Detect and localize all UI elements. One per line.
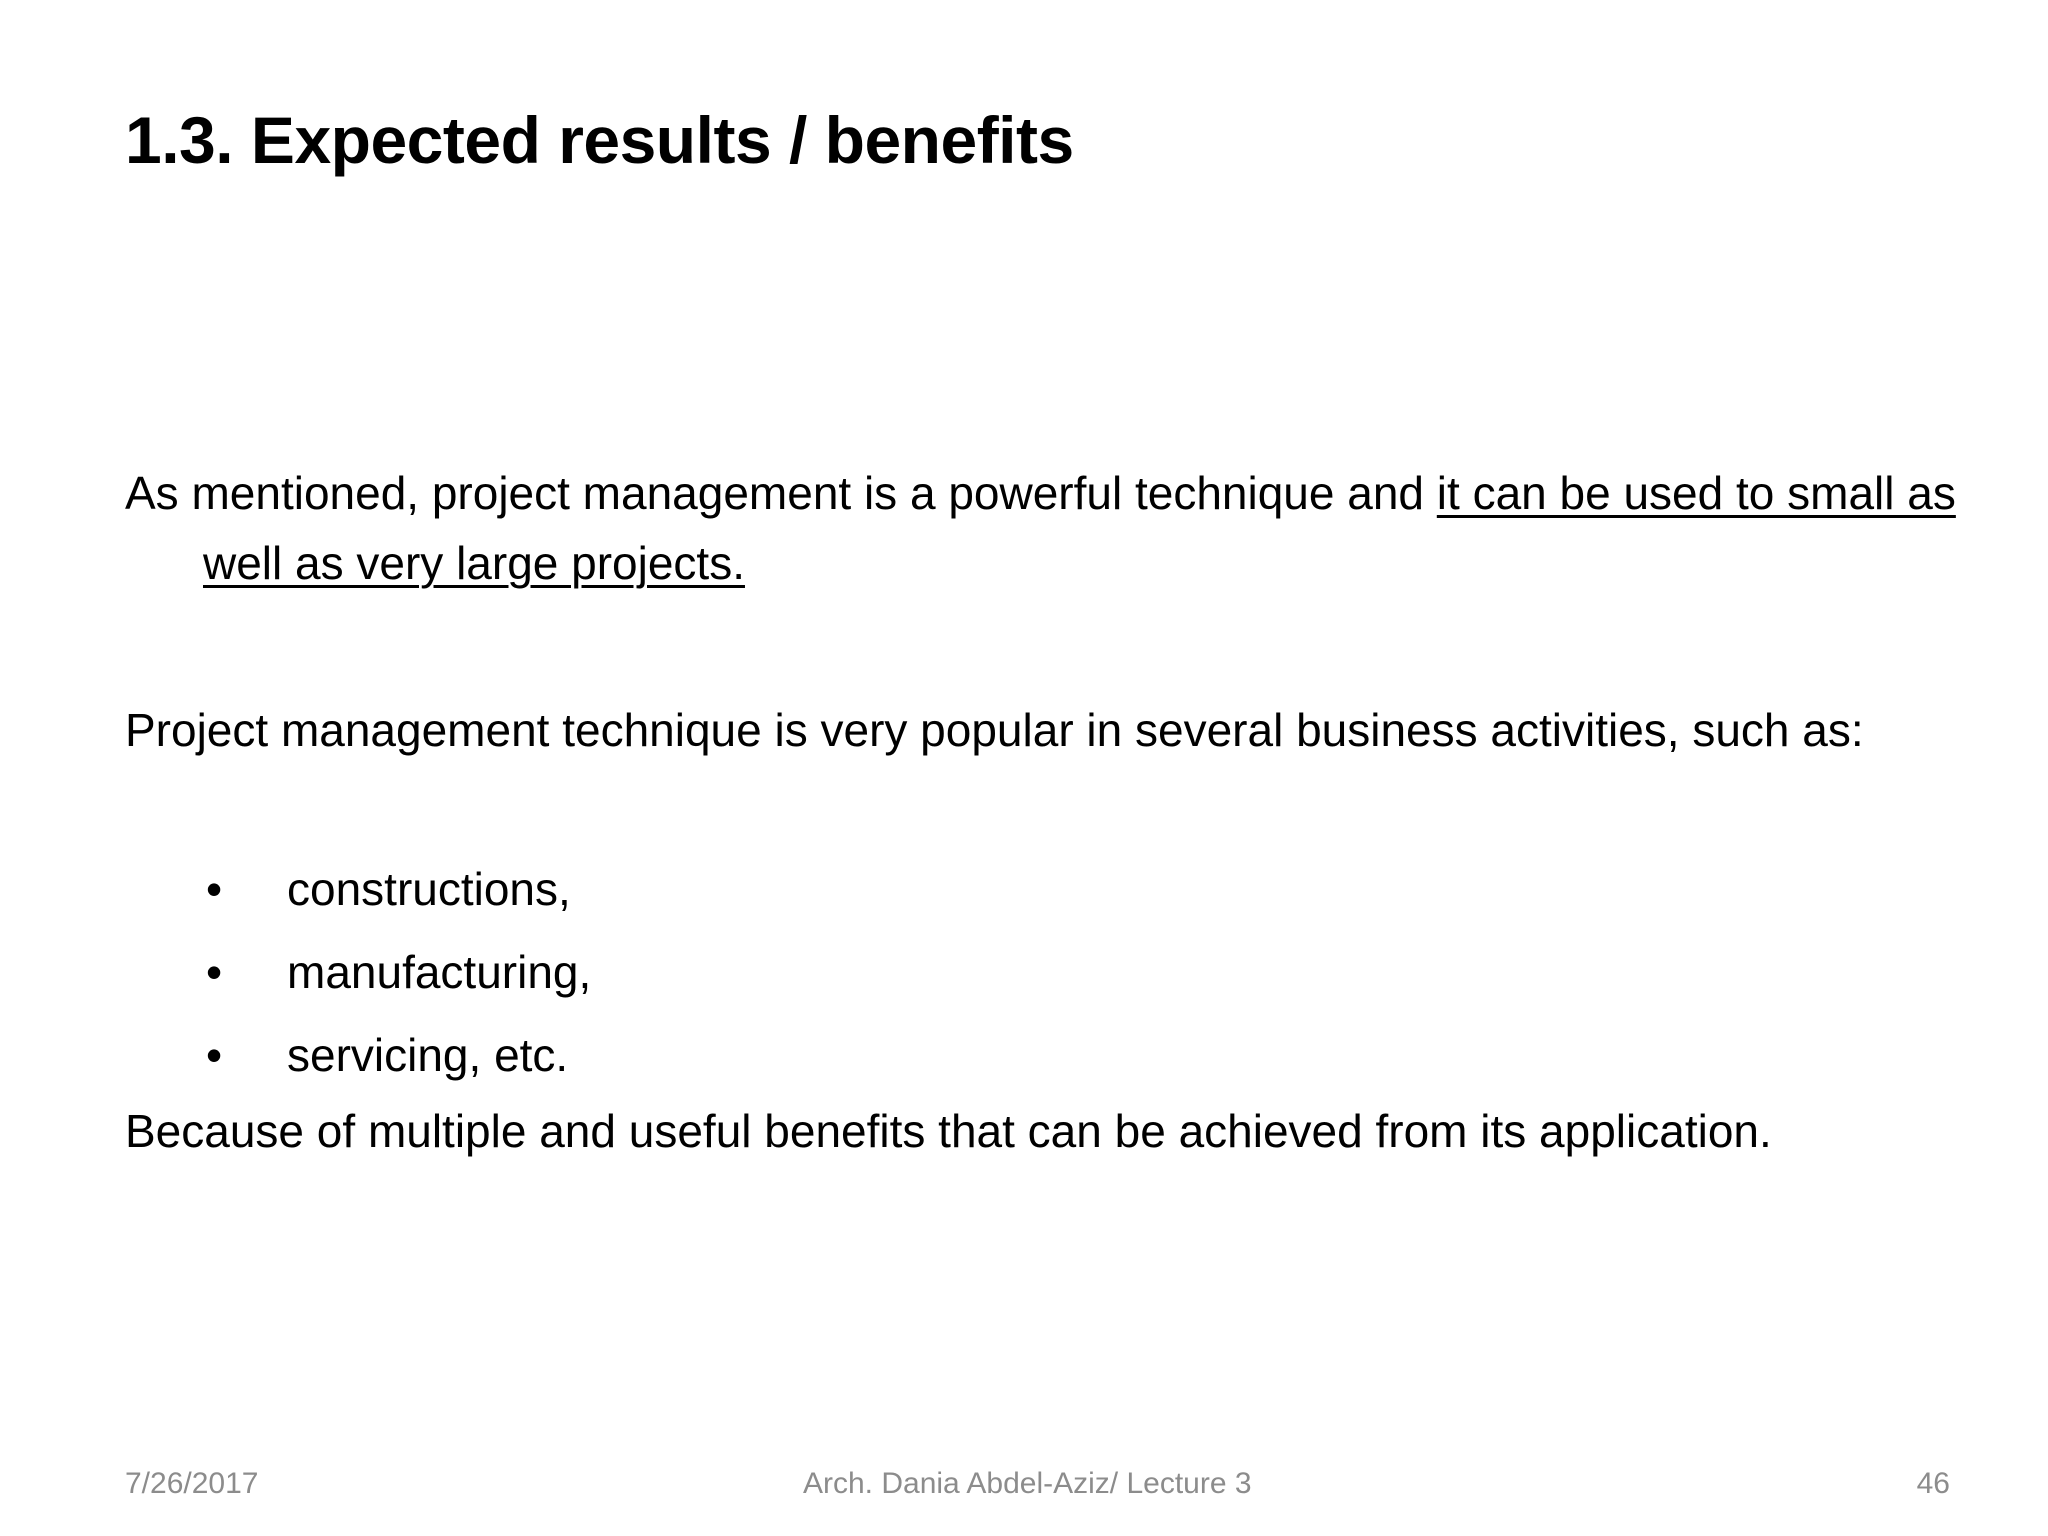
list-item: [200, 848, 591, 931]
slide-title: 1.3. Expected results / benefits: [125, 103, 1074, 177]
bullet-icon: •: [206, 1029, 223, 1081]
paragraph-project-management-scale: [125, 458, 2013, 598]
business-activities-list: [200, 848, 591, 1097]
list-item-text: servicing, etc.: [287, 1029, 569, 1081]
list-item-text: manufacturing,: [287, 946, 592, 998]
list-item: [200, 931, 591, 1014]
paragraph-1-underlined-text: it can be used to small as well as very large projects.: [203, 467, 1956, 589]
paragraph-benefits: Because of multiple and useful benefits that can be achieved from its application.: [125, 1105, 1772, 1157]
list-item-text: constructions,: [287, 863, 571, 915]
paragraph-popularity: Project management technique is very popular in several business activities, such as:: [125, 704, 1864, 756]
bullet-icon: •: [206, 946, 223, 998]
footer-date: 7/26/2017: [125, 1467, 259, 1500]
footer-author-lecture: Arch. Dania Abdel-Aziz/ Lecture 3: [803, 1467, 1252, 1500]
list-item: [200, 1014, 591, 1097]
bullet-icon: •: [206, 863, 223, 915]
footer-page-number: 46: [1916, 1467, 1950, 1500]
paragraph-1-text: As mentioned, project management is a powerful technique and: [125, 467, 1437, 519]
